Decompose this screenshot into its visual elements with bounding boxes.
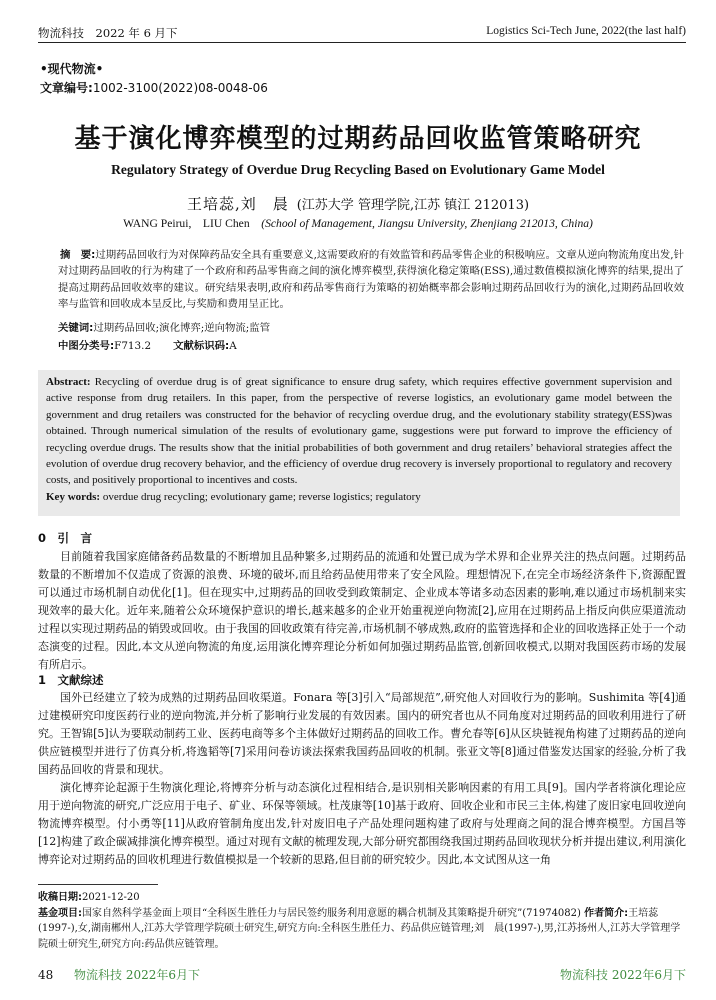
- authors-chinese: [0, 193, 716, 214]
- abstract-zh-label: 摘 要:: [60, 249, 96, 261]
- received-date: [38, 890, 686, 906]
- keywords-zh-label: 关键词:: [58, 322, 94, 334]
- doc-code-value: A: [229, 340, 237, 352]
- page-number: 48: [38, 968, 54, 982]
- page-footer: [38, 966, 686, 983]
- abstract-chinese: [58, 247, 684, 313]
- literature-paragraph-2: 演化博弈论起源于生物演化理论,将博弈分析与动态演化过程相结合,是识别相关影响因素的有用工具[9]。国内学者将演化理论应用于逆向物流的研究,广泛应用于电子、矿业、环保等领域。杜茂康等[10]基于政府、回收企业和市民三主体,构建了废旧家电回收逆向物流博弈模型。付小勇等[11]从政府管制角度出发,针对废旧电子产品处理问题构建了政府与处理商之间的混合博弈模型。方国昌等[12]构建了政企碳减排演化博弈模型。通过对现有文献的梳理发现,大部分研究都围绕我国过期药品回收现状分析并提出建议,利用演化博弈论对过期药品的回收机理进行数值模拟是一个较新的思路,但目前的研究较少。因此,本文试图从这一角: [38, 781, 686, 866]
- section-tag: •现代物流•: [40, 62, 104, 76]
- keywords-chinese: [58, 319, 270, 334]
- literature-paragraph-1: 国外已经建立了较为成熟的过期药品回收渠道。Fonara 等[3]引入“局部规范”,研究他人对回收行为的影响。Sushimita 等[4]通过建模研究印度医药行业的逆向物流,并分析了影响行业发展的有效因素。国内的研究者也从不同角度对过期药品的回收利用进行了研究。王智锦[5]认为要联动制药工业、医药电商等多个主体做好过期药品的回收工作。曹允春等[6]从区块链视角构建了过期药品的逆向供应链模型并进行了仿真分析,将逸韬等[7]采用问卷访谈法探索我国药品回收的机制。张亚文等[8]通过借鉴发达国家的经验,分析了我国药品回收的背景和现状。: [38, 691, 686, 776]
- authors-english: [0, 215, 716, 231]
- fund-label: 基金项目:: [38, 907, 82, 919]
- author-affil-en: (School of Management, Jiangsu University, Zhenjiang 212013, China): [261, 217, 593, 230]
- doc-code-label: 文献标识码:: [173, 340, 230, 352]
- keywords-en-text: overdue drug recycling; evolutionary game; reverse logistics; regulatory: [102, 490, 421, 503]
- footer-journal-right: 物流科技 2022年6月下: [560, 968, 686, 982]
- class-label: 中图分类号:: [58, 340, 115, 352]
- article-number-label: 文章编号:: [40, 81, 93, 95]
- fund-info: [38, 906, 686, 953]
- fund-value: 国家自然科学基金面上项目“全科医生胜任力与居民签约服务利用意愿的耦合机制及其策略提升研究”(71974082): [82, 907, 581, 919]
- intro-paragraph: 目前随着我国家庭储备药品数量的不断增加且品种繁多,过期药品的流通和处置已成为学术界和企业界关注的热点问题。过期药品数量的不断增加不仅造成了资源的浪费、环境的破坏,而且给药品使用带来了安全风险。理想情况下,在完全市场经济条件下,资源配置可以通过市场机制自动优化[1]。但在现实中,过期药品的回收受到政策制定、企业成本等诸多动态因素的影响,难以通过市场机制来实现效率的最大化。近年来,随着公众环境保护意识的增长,越来越多的企业开始重视逆向物流[2],应用在过期药品上指反向供应渠道流动过程以实现过期药品的销毁或回收。由于我国的回收政策有待完善,市场机制不够成熟,政府的监管选择和企业的回收选择正处于一个动态演变的过程。因此,本文从逆向物流的角度,运用演化博弈理论分析如何加强过期药品监管,创新回收模式,以期对我国医药市场的发展有所启示。: [38, 550, 686, 671]
- bio-value: 王培蕊(1997-),女,湖南郴州人,江苏大学管理学院硕士研究生,研究方向:全科医生胜任力、药品供应链管理;刘 晨(1997-),男,江苏扬州人,江苏大学管理学院硕士研究生,研究方向:药品供应链管理。: [38, 907, 681, 950]
- footnote: [38, 890, 686, 952]
- class-value: F713.2: [114, 340, 152, 352]
- abstract-en-label: Abstract:: [46, 376, 91, 388]
- title-english: Regulatory Strategy of Overdue Drug Recycling Based on Evolutionary Game Model: [111, 162, 605, 177]
- header-rule: [38, 42, 686, 43]
- author-names-en: WANG Peirui, LIU Chen: [123, 217, 250, 230]
- heading-literature: 1 文献综述: [38, 673, 104, 687]
- abstract-en-text: Recycling of overdue drug is of great significance to ensure drug safety, which requires effective government supervision and active response from drug retailers. In this paper, from the perspective of reverse logistics, an evolutionary game model between the government and drug retailers was constructed for the behavior of recycling overdue drug, and the evolutionary stability strategy(ESS)was obtained. Through numerical simulation of the results of evolutionary game, suggestions were put forward to improve the efficiency of recycling overdue drugs. The results show that the initial probabilities of both government and drug retailers’ behavioral strategies affect the evolution of overdue drug recovery behavior, and the efficiency of overdue drug recovery is inversely proportional to regulatory and recovery costs, and positively proportional to incentives and costs.: [46, 376, 672, 487]
- abstract-zh-text: 过期药品回收行为对保障药品安全具有重要意义,这需要政府的有效监管和药品零售企业的积极响应。文章从逆向物流角度出发,针对过期药品回收的行为构建了一个政府和药品零售商之间的演化博弈模型,获得演化稳定策略(ESS),通过数值模拟演化博弈的结果,提出了提高过期药品回收效率的建议。研究结果表明,政府和药品零售商行为策略的初始概率都会影响过期药品回收行为的演化,过期药品回收效率与监管和回收成本呈反比,与奖励和费用呈正比。: [58, 249, 684, 311]
- header-right: Logistics Sci-Tech June, 2022(the last half): [486, 25, 686, 37]
- article-number-value: 1002-3100(2022)08-0048-06: [92, 81, 268, 95]
- abstract-english: [38, 370, 680, 516]
- intro-body: [38, 548, 686, 674]
- title-chinese: 基于演化博弈模型的过期药品回收监管策略研究: [74, 124, 642, 154]
- classification: [58, 337, 237, 352]
- received-label: 收稿日期:: [38, 892, 82, 903]
- author-affil-zh: (江苏大学 管理学院,江苏 镇江 212013): [296, 198, 530, 213]
- author-names-zh: 王培蕊,刘 晨: [186, 195, 289, 213]
- footnote-rule: [38, 884, 158, 885]
- keywords-en-label: Key words:: [46, 490, 101, 503]
- received-value: 2021-12-20: [82, 892, 140, 903]
- header-left: 物流科技 2022 年 6 月下: [38, 26, 178, 40]
- heading-introduction: 0 引 言: [38, 531, 93, 545]
- running-header: [38, 25, 686, 41]
- literature-body: [38, 689, 686, 869]
- bio-label: 作者简介:: [584, 907, 629, 919]
- footer-journal-left: 物流科技 2022年6月下: [74, 968, 200, 982]
- keywords-zh-text: 过期药品回收;演化博弈;逆向物流;监管: [93, 322, 271, 334]
- article-number: [40, 79, 268, 96]
